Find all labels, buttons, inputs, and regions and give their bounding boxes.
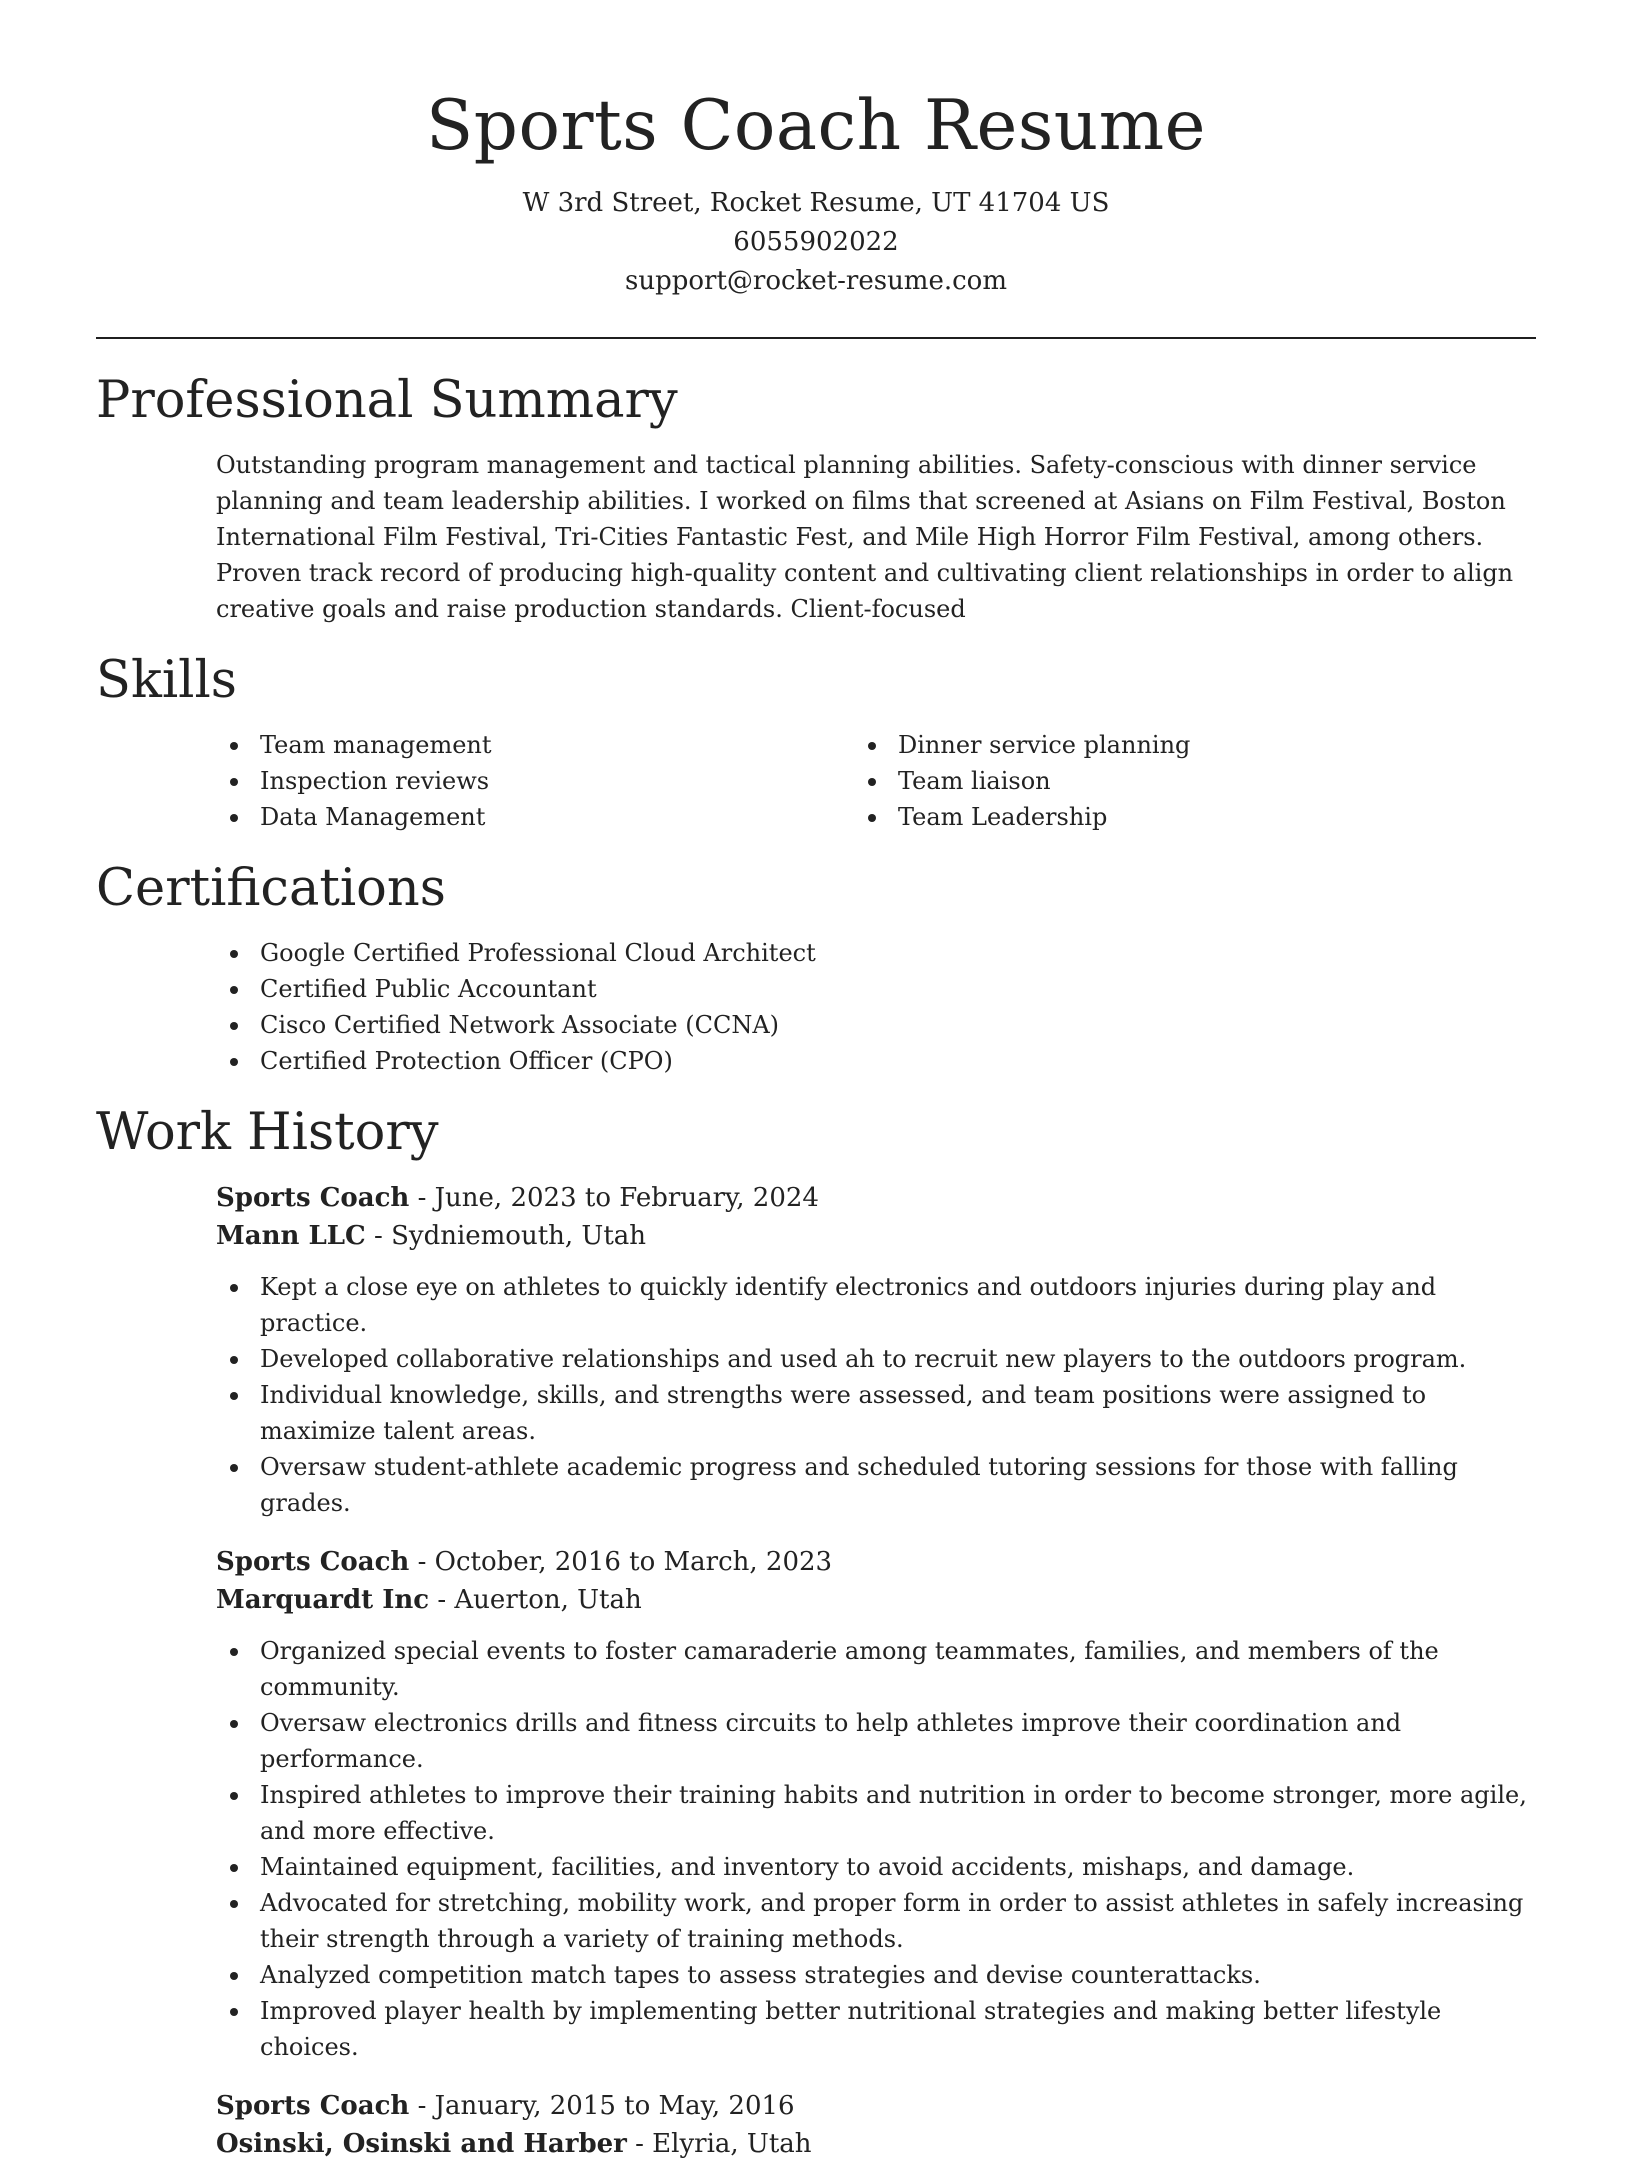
job-duty: Developed collaborative relationships and used ah to recruit new players to the outdoors program. <box>260 1341 1536 1377</box>
job-company-line <box>216 2125 1536 2163</box>
job-duty: Maintained equipment, facilities, and inventory to avoid accidents, mishaps, and damage. <box>260 1849 1536 1885</box>
job-role: Sports Coach <box>216 1183 410 1213</box>
bullet-icon <box>230 1900 238 1908</box>
job-role-line <box>216 1179 1536 1217</box>
job-dates: - October, 2016 to March, 2023 <box>409 1547 833 1577</box>
resume-page <box>96 80 1536 2163</box>
job-entry <box>216 2087 1536 2163</box>
job-location: - Auerton, Utah <box>429 1585 642 1615</box>
resume-title: Sports Coach Resume <box>426 86 1206 166</box>
bullet-icon <box>230 1972 238 1980</box>
job-company: Mann LLC <box>216 1221 366 1251</box>
address: W 3rd Street, Rocket Resume, UT 41704 US <box>522 188 1110 218</box>
bullet-icon <box>230 1392 238 1400</box>
job-company-line <box>216 1581 1536 1619</box>
job-duty: Inspired athletes to improve their training habits and nutrition in order to become stronger, more agile, and more effective. <box>260 1777 1536 1849</box>
contact-info <box>96 184 1536 301</box>
bullet-icon <box>230 814 238 822</box>
skill-item: Dinner service planning <box>898 727 1536 763</box>
job-location: - Elyria, Utah <box>626 2129 812 2159</box>
job-role: Sports Coach <box>216 2091 410 2121</box>
skills-column-1 <box>96 727 898 835</box>
bullet-icon <box>868 778 876 786</box>
job-role-line <box>216 1543 1536 1581</box>
bullet-icon <box>230 986 238 994</box>
bullet-icon <box>230 2008 238 2016</box>
job-duty: Organized special events to foster camaraderie among teammates, families, and members of the community. <box>260 1633 1536 1705</box>
job-duties-list <box>216 1269 1536 1521</box>
job-entry <box>216 1179 1536 1521</box>
job-dates: - January, 2015 to May, 2016 <box>409 2091 795 2121</box>
job-location: - Sydniemouth, Utah <box>365 1221 647 1251</box>
job-duties-list <box>216 1633 1536 2065</box>
bullet-icon <box>230 1356 238 1364</box>
bullet-icon <box>230 1720 238 1728</box>
section-title-summary: Professional Summary <box>96 371 678 430</box>
certification-item: Google Certified Professional Cloud Architect <box>260 935 1536 971</box>
bullet-icon <box>230 1464 238 1472</box>
job-duty: Oversaw electronics drills and fitness circuits to help athletes improve their coordination and performance. <box>260 1705 1536 1777</box>
job-entry <box>216 1543 1536 2065</box>
bullet-icon <box>230 1058 238 1066</box>
job-duty: Analyzed competition match tapes to assess strategies and devise counterattacks. <box>260 1957 1536 1993</box>
certification-item: Certified Public Accountant <box>260 971 1536 1007</box>
bullet-icon <box>230 950 238 958</box>
certification-item: Certified Protection Officer (CPO) <box>260 1043 1536 1079</box>
bullet-icon <box>868 814 876 822</box>
job-dates: - June, 2023 to February, 2024 <box>409 1183 819 1213</box>
certification-item: Cisco Certified Network Associate (CCNA) <box>260 1007 1536 1043</box>
job-company-line <box>216 1217 1536 1255</box>
header-divider <box>96 337 1536 339</box>
bullet-icon <box>230 1792 238 1800</box>
bullet-icon <box>230 1648 238 1656</box>
job-company: Osinski, Osinski and Harber <box>216 2129 627 2159</box>
section-title-certifications: Certifications <box>96 859 446 918</box>
job-duty: Kept a close eye on athletes to quickly identify electronics and outdoors injuries during play and practice. <box>260 1269 1536 1341</box>
section-title-work-history: Work History <box>96 1103 439 1162</box>
bullet-icon <box>230 1022 238 1030</box>
skill-item: Team management <box>260 727 898 763</box>
phone: 6055902022 <box>733 227 899 257</box>
job-role-line <box>216 2087 1536 2125</box>
job-duty: Oversaw student-athlete academic progress and scheduled tutoring sessions for those with falling grades. <box>260 1449 1536 1521</box>
bullet-icon <box>868 742 876 750</box>
job-duty: Advocated for stretching, mobility work, and proper form in order to assist athletes in safely increasing their strength through a variety of training methods. <box>260 1885 1536 1957</box>
job-role: Sports Coach <box>216 1547 410 1577</box>
skill-item: Inspection reviews <box>260 763 898 799</box>
bullet-icon <box>230 778 238 786</box>
resume-header <box>96 80 1536 301</box>
certifications-list <box>96 935 1536 1079</box>
bullet-icon <box>230 1864 238 1872</box>
bullet-icon <box>230 742 238 750</box>
job-company: Marquardt Inc <box>216 1585 430 1615</box>
skills-column-2 <box>898 727 1536 835</box>
job-duty: Individual knowledge, skills, and strengths were assessed, and team positions were assigned to maximize talent areas. <box>260 1377 1536 1449</box>
email: support@rocket-resume.com <box>624 266 1007 296</box>
skill-item: Data Management <box>260 799 898 835</box>
skill-item: Team liaison <box>898 763 1536 799</box>
section-title-skills: Skills <box>96 651 237 710</box>
skills-list <box>96 727 1536 835</box>
bullet-icon <box>230 1284 238 1292</box>
skill-item: Team Leadership <box>898 799 1536 835</box>
job-duty: Improved player health by implementing better nutritional strategies and making better lifestyle choices. <box>260 1993 1536 2065</box>
summary-text: Outstanding program management and tactical planning abilities. Safety-conscious with dinner service planning and team leadership abilities. I worked on films that screened at Asians on Film Festival, Boston International Film Festival, Tri-Cities Fantastic Fest, and Mile High Horror Film Festival, among others. Proven track record of producing high-quality content and cultivating client relationships in order to align creative goals and raise production standards. Client-focused <box>216 451 1514 623</box>
